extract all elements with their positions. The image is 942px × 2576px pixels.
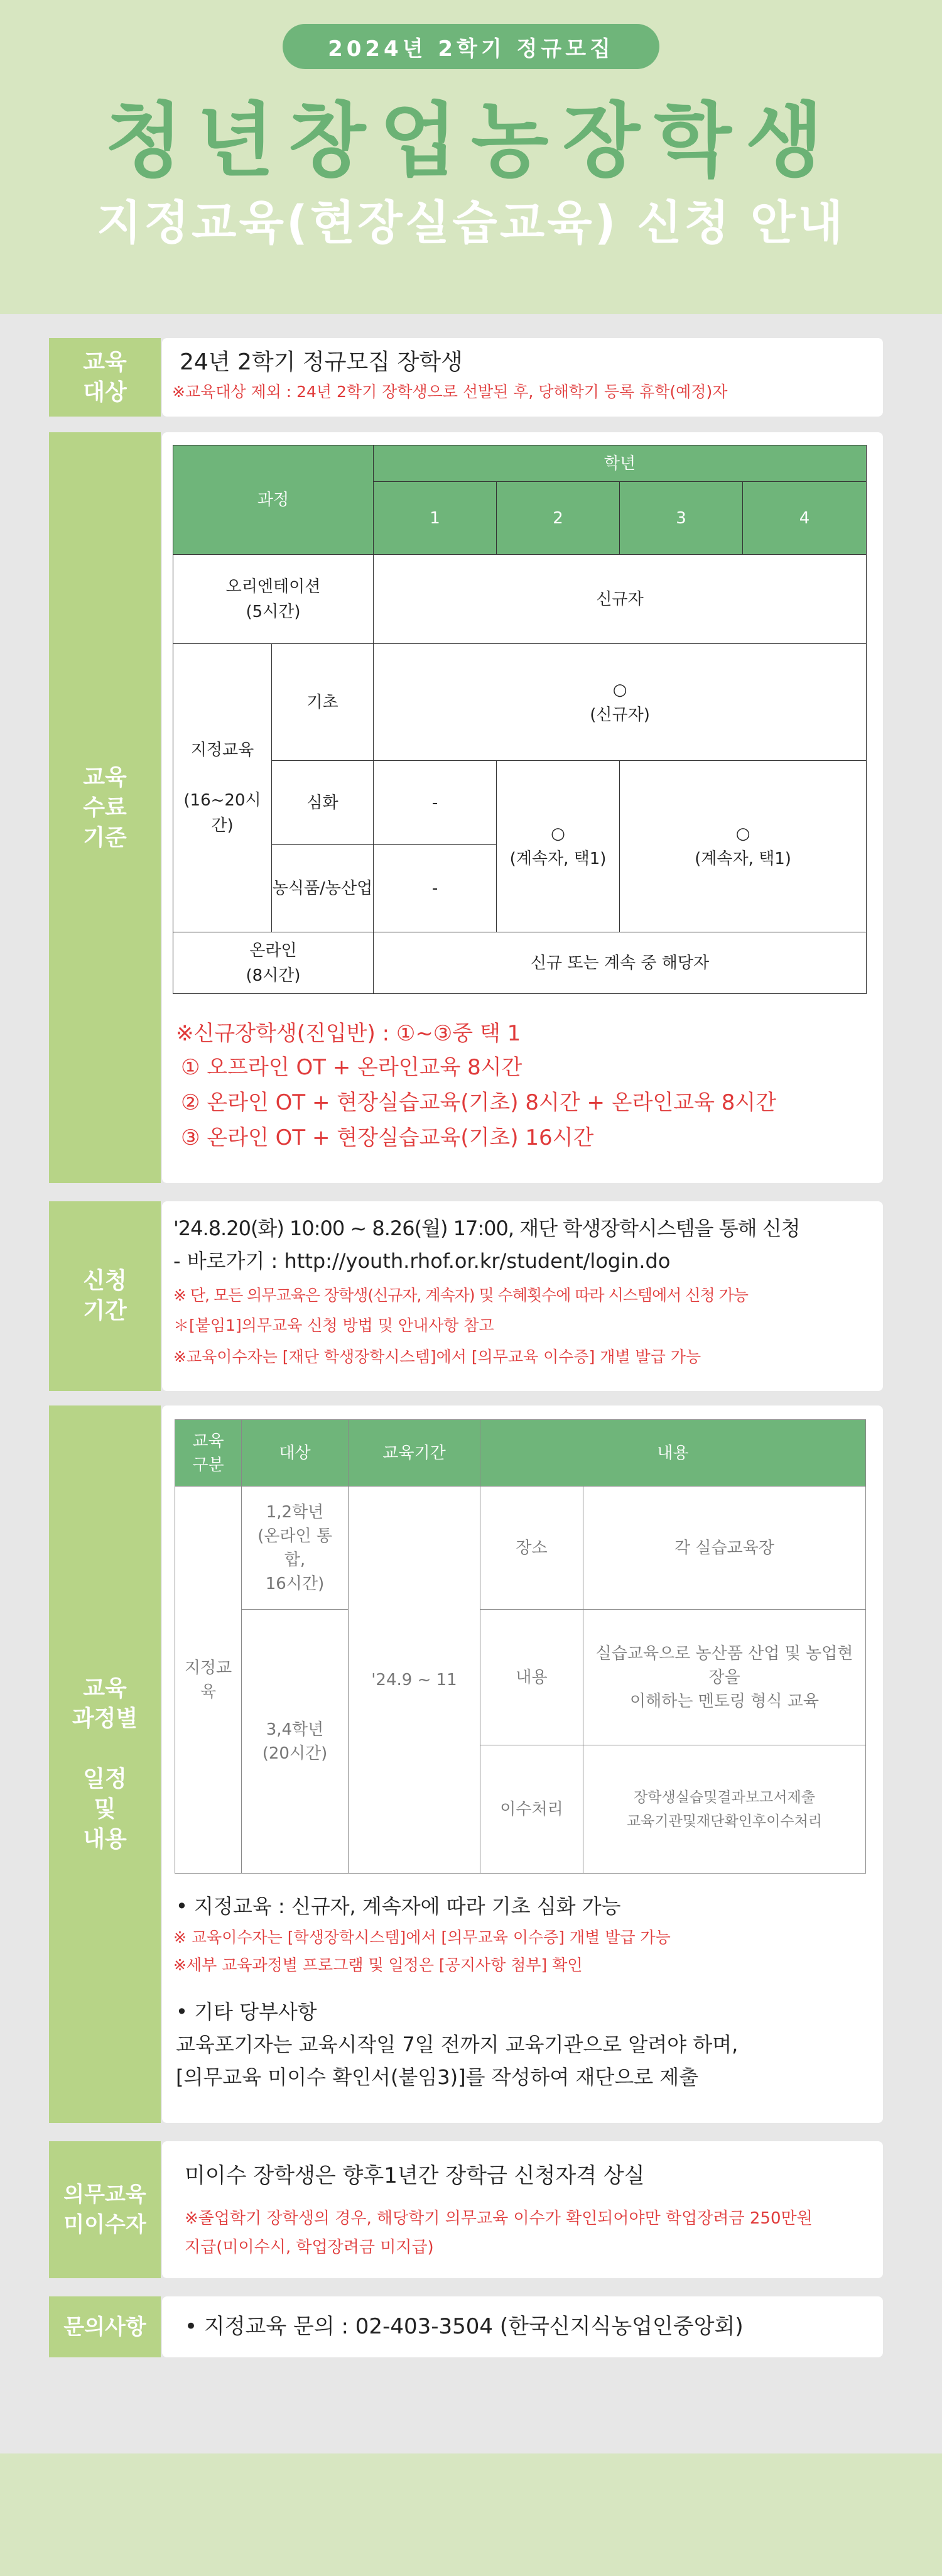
course-header: 과정 <box>173 445 374 555</box>
header-target: 대상 <box>242 1420 349 1487</box>
period-line1: '24.8.20(화) 10:00 ~ 8.26(월) 17:00, 재단 학생장학시스템을 통해 신청 <box>173 1216 800 1240</box>
header-period: 교육기간 <box>349 1420 480 1487</box>
row-key-completion: 이수처리 <box>480 1745 583 1874</box>
noncompletion-note2: 지급(미이수시, 학업장려금 미지급) <box>185 2238 434 2257</box>
page-title: 청년창업농장학생 <box>105 94 837 188</box>
schedule-etc1: 교육포기자는 교육시작일 7일 전까지 교육기관으로 알려야 하며, <box>176 2033 739 2056</box>
section-label-contact: 문의사항 <box>49 2296 161 2357</box>
schedule-note1: ※ 교육이수자는 [학생장학시스템]에서 [의무교육 이수증] 개별 발급 가능 <box>173 1928 671 1946</box>
orientation-value: 신규자 <box>374 555 867 644</box>
period-note3: ※교육이수자는 [재단 학생장학시스템]에서 [의무교육 이수증] 개별 발급 가능 <box>173 1348 701 1366</box>
year-1-header: 1 <box>374 482 497 555</box>
schedule-bullet1: • 지정교육 : 신규자, 계속자에 따라 기초 심화 가능 <box>176 1894 621 1918</box>
section-label-schedule: 교육 과정별 일정 및 내용 <box>49 1405 161 2123</box>
page-subtitle: 지정교육(현장실습교육) 신청 안내 <box>97 196 845 250</box>
year-2-header: 2 <box>497 482 620 555</box>
target-main: 24년 2학기 정규모집 장학생 <box>180 349 463 375</box>
schedule-panel <box>162 1405 883 2123</box>
period-note1: ※ 단, 모든 의무교육은 장학생(신규자, 계속자) 및 수혜횟수에 따라 시스템에서 신청 가능 <box>173 1286 748 1304</box>
row-value-content: 실습교육으로 농산품 산업 및 농업현장을 이해하는 멘토링 형식 교육 <box>583 1610 866 1745</box>
criteria-table <box>173 445 867 994</box>
food-cell: 농식품/농산업 <box>272 845 374 932</box>
continuing-year2: ○ (계속자, 택1) <box>497 761 620 932</box>
basic-cell: 기초 <box>272 644 374 761</box>
criteria-note-0: ※신규장학생(진입반) : ①~③중 택 1 <box>176 1021 521 1046</box>
orientation-cell: 오리엔테이션 (5시간) <box>173 555 374 644</box>
target-exclusion-note: ※교육대상 제외 : 24년 2학기 장학생으로 선발된 후, 당해학기 등록 휴학(예정)자 <box>172 383 728 401</box>
noncompletion-main: 미이수 장학생은 향후1년간 장학금 신청자격 상실 <box>185 2163 645 2188</box>
schedule-target-a: 1,2학년 (온라인 통합, 16시간) <box>242 1487 349 1610</box>
row-value-place: 각 실습교육장 <box>583 1487 866 1610</box>
target-panel <box>162 338 883 417</box>
year-4-header: 4 <box>743 482 867 555</box>
row-key-content: 내용 <box>480 1610 583 1745</box>
online-cell: 온라인 (8시간) <box>173 932 374 994</box>
header-type: 교육 구분 <box>175 1420 242 1487</box>
noncompletion-note1: ※졸업학기 장학생의 경우, 해당학기 의무교육 이수가 확인되어야만 학업장려금 250만원 <box>185 2209 813 2228</box>
row-value-completion: 장학생실습및결과보고서제출 교육기관및재단확인후이수처리 <box>583 1745 866 1874</box>
schedule-type-cell: 지정교육 <box>175 1487 242 1874</box>
contact-text: • 지정교육 문의 : 02-403-3504 (한국신지식농업인중앙회) <box>185 2314 744 2339</box>
schedule-note2: ※세부 교육과정별 프로그램 및 일정은 [공지사항 첨부] 확인 <box>173 1956 583 1974</box>
section-label-noncompletion: 의무교육 미이수자 <box>49 2141 161 2278</box>
semester-badge: 2024년 2학기 정규모집 <box>283 24 659 69</box>
header-banner <box>0 0 942 314</box>
criteria-panel <box>162 432 883 1183</box>
continuing-year34: ○ (계속자, 택1) <box>620 761 867 932</box>
header-content: 내용 <box>480 1420 866 1487</box>
footer-band <box>0 2453 942 2576</box>
food-year1: - <box>374 845 497 932</box>
period-panel <box>162 1201 883 1391</box>
criteria-note-1: ① 오프라인 OT + 온라인교육 8시간 <box>181 1055 522 1080</box>
period-link[interactable]: - 바로가기 : http://youth.rhof.or.kr/student/login.do <box>173 1249 671 1273</box>
advanced-cell: 심화 <box>272 761 374 845</box>
schedule-table <box>175 1419 866 1874</box>
criteria-note-3: ③ 온라인 OT + 현장실습교육(기초) 16시간 <box>181 1125 594 1150</box>
section-label-period: 신청 기간 <box>49 1201 161 1391</box>
schedule-target-b: 3,4학년 (20시간) <box>242 1610 349 1874</box>
year-header: 학년 <box>374 445 867 482</box>
schedule-bullet2: • 기타 당부사항 <box>176 2000 317 2024</box>
designated-cell: 지정교육 (16~20시간) <box>173 644 272 932</box>
basic-value: ○ (신규자) <box>374 644 867 761</box>
schedule-etc2: [의무교육 미이수 확인서(붙임3)]를 작성하여 재단으로 제출 <box>176 2065 699 2089</box>
section-label-target: 교육 대상 <box>49 338 161 417</box>
year-3-header: 3 <box>620 482 743 555</box>
noncompletion-panel <box>162 2141 883 2278</box>
schedule-period-cell: '24.9 ~ 11 <box>349 1487 480 1874</box>
period-note2: ＊[붙임1]의무교육 신청 방법 및 안내사항 참고 <box>173 1316 494 1334</box>
online-value: 신규 또는 계속 중 해당자 <box>374 932 867 994</box>
section-label-criteria: 교육 수료 기준 <box>49 432 161 1183</box>
row-key-place: 장소 <box>480 1487 583 1610</box>
advanced-year1: - <box>374 761 497 845</box>
contact-panel <box>162 2296 883 2357</box>
criteria-note-2: ② 온라인 OT + 현장실습교육(기초) 8시간 + 온라인교육 8시간 <box>181 1090 777 1115</box>
